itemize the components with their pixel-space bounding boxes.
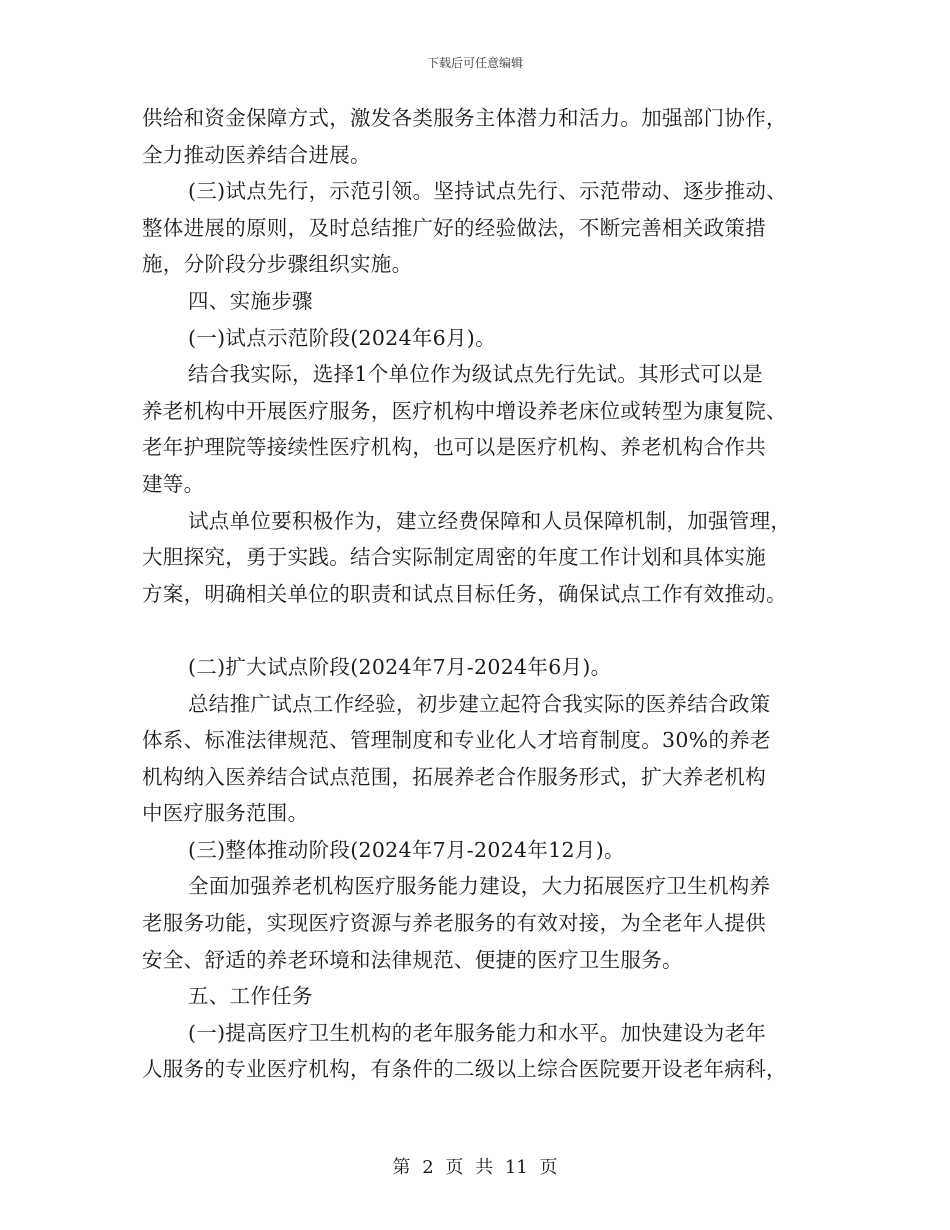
document-body bbox=[142, 100, 810, 1088]
paragraph-line: 整体进展的原则，及时总结推广好的经验做法，不断完善相关政策措 bbox=[142, 215, 766, 240]
paragraph-line: 供给和资金保障方式，激发各类服务主体潜力和活力。加强部门协作， bbox=[142, 106, 787, 130]
paragraph-line: 结合我实际，选择1个单位作为级试点先行先试。其形式可以是 bbox=[188, 362, 763, 387]
paragraph-line: (三)试点先行，示范引领。坚持试点先行、示范带动、逐步推动、 bbox=[188, 179, 787, 204]
subsection-heading: (三)整体推动阶段(2024年7月-2024年12月)。 bbox=[188, 837, 625, 862]
paragraph-line: 体系、标准法律规范、管理制度和专业化人才培育制度。30%的养老 bbox=[142, 728, 771, 753]
paragraph-line: 施，分阶段分步骤组织实施。 bbox=[142, 252, 413, 277]
section-heading: 四、实施步骤 bbox=[188, 288, 313, 313]
paragraph-line: 养老机构中开展医疗服务，医疗机构中增设养老床位或转型为康复院、 bbox=[142, 398, 787, 423]
page-footer: 第 2 页 共 11 页 bbox=[392, 1157, 558, 1178]
paragraph-line: 总结推广试点工作经验，初步建立起符合我实际的医养结合政策 bbox=[188, 691, 771, 716]
paragraph-line: 建等。 bbox=[142, 471, 205, 496]
paragraph-line: 机构纳入医养结合试点范围，拓展养老合作服务形式，扩大养老机构 bbox=[142, 764, 766, 789]
paragraph-gap bbox=[142, 612, 810, 649]
paragraph-line: 人服务的专业医疗机构，有条件的二级以上综合医院要开设老年病科， bbox=[142, 1057, 787, 1082]
paragraph-line: 安全、舒适的养老环境和法律规范、便捷的医疗卫生服务。 bbox=[142, 947, 683, 972]
paragraph-line: 老年护理院等接续性医疗机构，也可以是医疗机构、养老机构合作共 bbox=[142, 435, 766, 460]
paragraph-line: (一)提高医疗卫生机构的老年服务能力和水平。加快建设为老年 bbox=[188, 1020, 767, 1045]
paragraph-line: 中医疗服务范围。 bbox=[142, 801, 309, 826]
subsection-heading: (二)扩大试点阶段(2024年7月-2024年6月)。 bbox=[188, 654, 612, 679]
paragraph-line: 方案，明确相关单位的职责和试点目标任务，确保试点工作有效推动。 bbox=[142, 581, 787, 606]
paragraph-line: 全力推动医养结合进展。 bbox=[142, 142, 371, 167]
paragraph-line: 试点单位要积极作为，建立经费保障和人员保障机制，加强管理， bbox=[188, 508, 792, 533]
paragraph-line: 全面加强养老机构医疗服务能力建设，大力拓展医疗卫生机构养 bbox=[188, 874, 771, 899]
page-header: 下载后可任意编辑 bbox=[426, 56, 523, 70]
subsection-heading: (一)试点示范阶段(2024年6月)。 bbox=[188, 325, 496, 350]
paragraph-line: 老服务功能，实现医疗资源与养老服务的有效对接，为全老年人提供 bbox=[142, 911, 766, 936]
section-heading: 五、工作任务 bbox=[188, 984, 313, 1009]
paragraph-line: 大胆探究，勇于实践。结合实际制定周密的年度工作计划和具体实施 bbox=[142, 545, 766, 570]
